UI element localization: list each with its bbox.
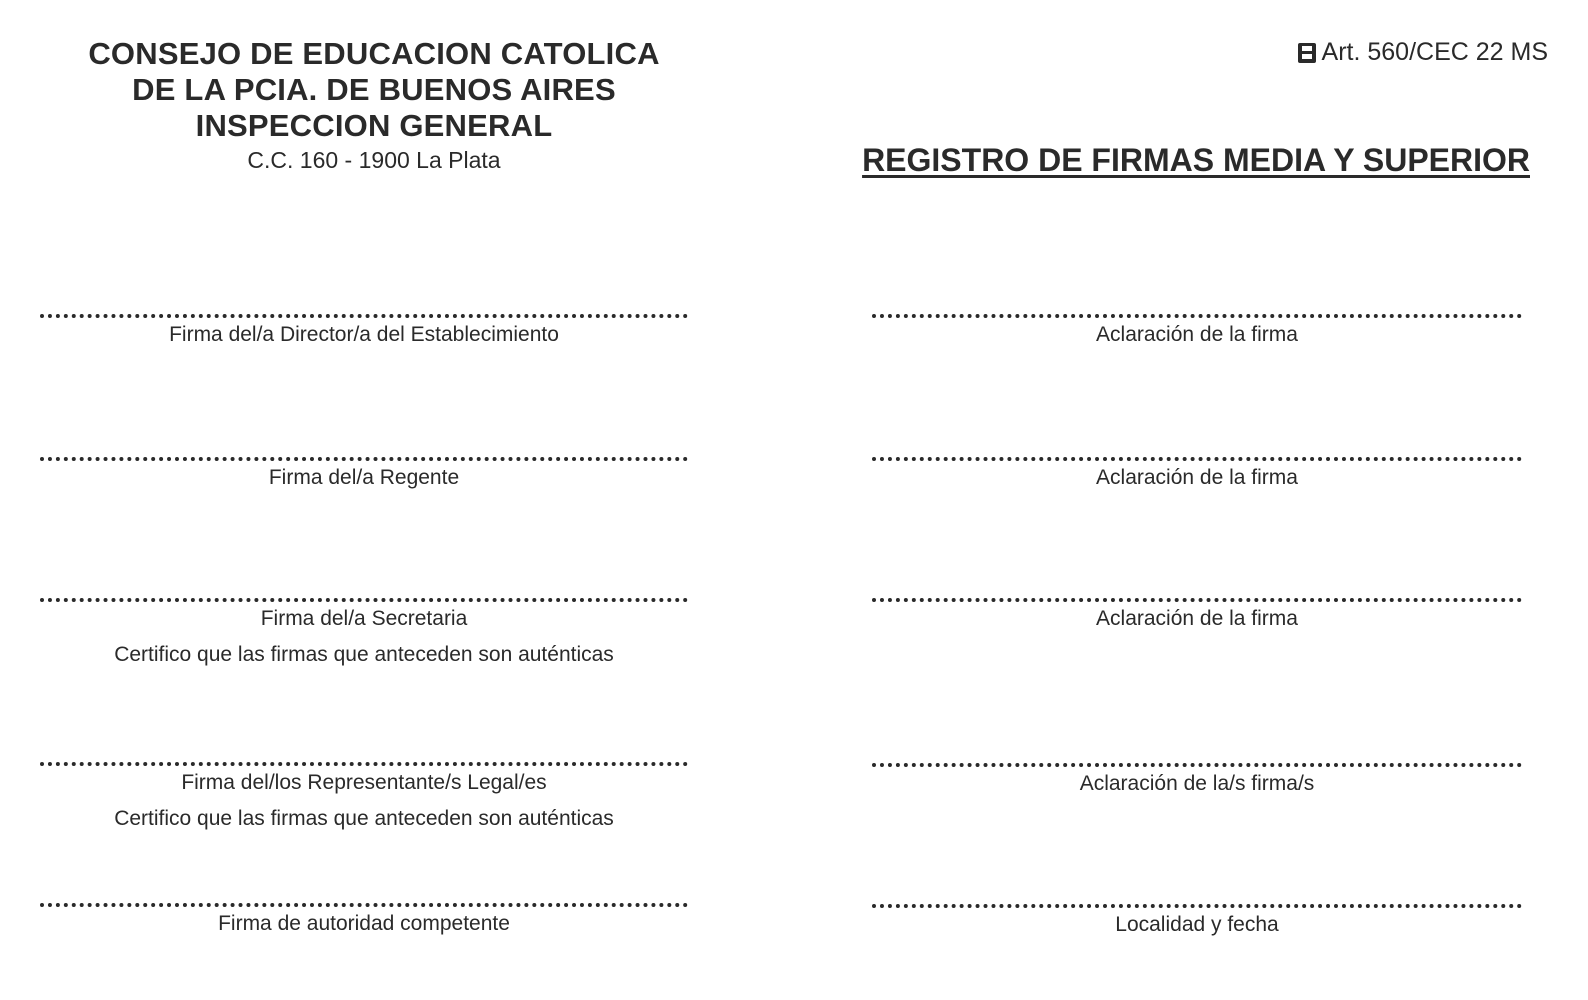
director-clarification-field[interactable] bbox=[872, 314, 1522, 348]
field-label: Firma del/a Director/a del Establecimiento bbox=[169, 323, 559, 346]
signature-line bbox=[40, 598, 688, 602]
field-label: Aclaración de la firma bbox=[1096, 466, 1298, 489]
legal-representative-signature-field[interactable] bbox=[40, 762, 688, 832]
field-label: Firma del/a Regente bbox=[268, 466, 460, 489]
signature-line bbox=[40, 762, 688, 766]
secretaria-signature-field[interactable] bbox=[40, 598, 688, 668]
secretaria-clarification-field[interactable] bbox=[872, 598, 1522, 632]
field-label: Firma de autoridad competente bbox=[218, 912, 510, 935]
org-name-line-3: INSPECCION GENERAL bbox=[195, 108, 553, 143]
field-label: Firma del/a Secretaria bbox=[260, 607, 468, 630]
org-name-line-1: CONSEJO DE EDUCACION CATOLICA bbox=[88, 36, 660, 71]
field-label: Aclaración de la firma bbox=[1096, 607, 1298, 630]
location-date-field[interactable] bbox=[872, 904, 1522, 938]
certification-note: Certifico que las firmas que anteceden son auténticas bbox=[114, 807, 614, 830]
authority-signature-field[interactable] bbox=[40, 903, 688, 937]
field-label: Aclaración de la/s firma/s bbox=[1079, 772, 1315, 795]
signature-line bbox=[872, 904, 1522, 908]
signature-line bbox=[872, 598, 1522, 602]
field-label: Firma del/los Representante/s Legal/es bbox=[181, 771, 547, 794]
director-signature-field[interactable] bbox=[40, 314, 688, 348]
signature-line bbox=[872, 314, 1522, 318]
form-icon bbox=[1298, 43, 1316, 63]
field-label: Aclaración de la firma bbox=[1096, 323, 1298, 346]
signature-line bbox=[872, 457, 1522, 461]
signature-line bbox=[40, 903, 688, 907]
regente-signature-field[interactable] bbox=[40, 457, 688, 491]
form-code-text: Art. 560/CEC 22 MS bbox=[1321, 38, 1548, 66]
field-label: Localidad y fecha bbox=[1115, 913, 1279, 936]
signature-line bbox=[40, 457, 688, 461]
legal-representative-clarification-field[interactable] bbox=[872, 763, 1522, 797]
signature-line bbox=[872, 763, 1522, 767]
regente-clarification-field[interactable] bbox=[872, 457, 1522, 491]
certification-note: Certifico que las firmas que anteceden son auténticas bbox=[114, 643, 614, 666]
organization-header bbox=[40, 36, 708, 174]
org-name-line-2: DE LA PCIA. DE BUENOS AIRES bbox=[132, 72, 616, 107]
form-code bbox=[1298, 38, 1548, 67]
form-title: REGISTRO DE FIRMAS MEDIA Y SUPERIOR bbox=[862, 142, 1530, 178]
signature-line bbox=[40, 314, 688, 318]
org-address: C.C. 160 - 1900 La Plata bbox=[247, 147, 501, 173]
